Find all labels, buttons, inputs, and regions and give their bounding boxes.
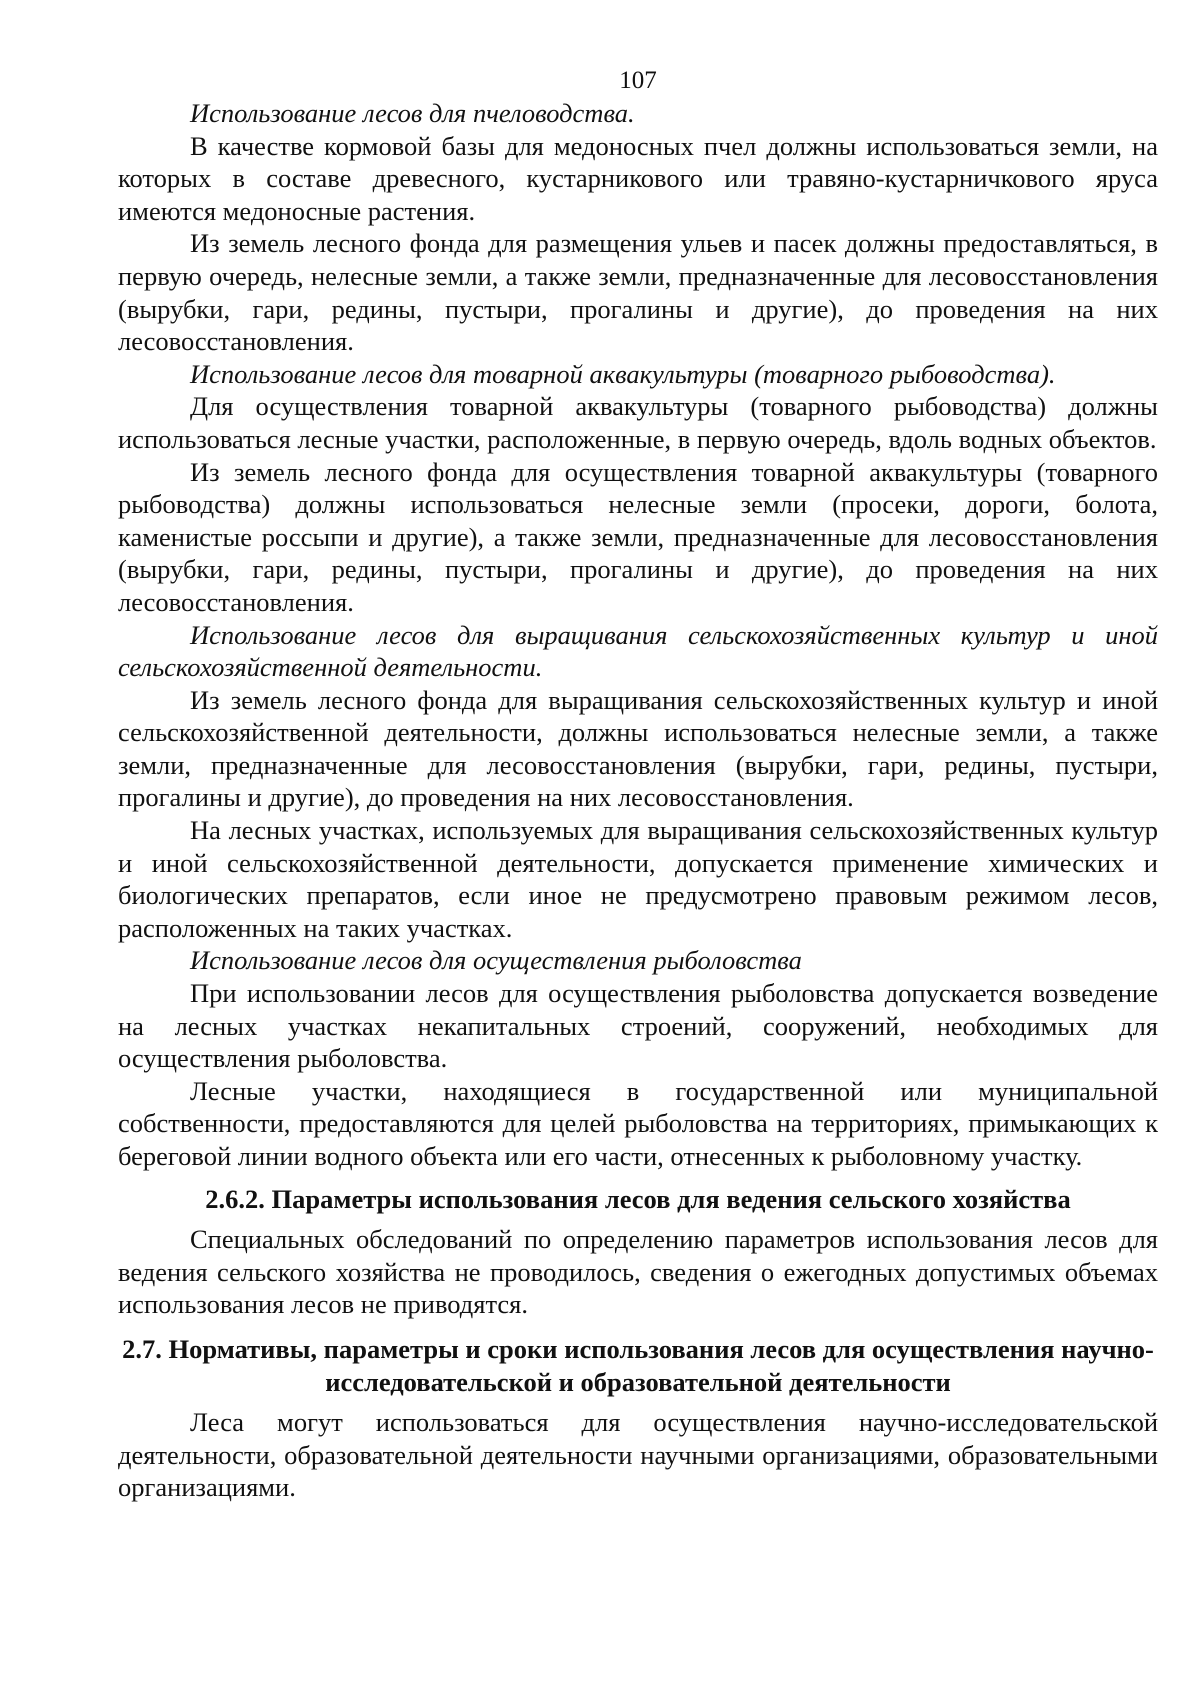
- paragraph-fishing-plots: Лесные участки, находящиеся в государственной или муниципальной собственности, предоставляются для целей рыболовства на территориях, примыкающих к береговой линии водного объекта или его части, отнесенных к рыболовному участку.: [118, 1075, 1158, 1171]
- subheading-agriculture: Использование лесов для выращивания сельскохозяйственных культур и иной сельскохозяйственной деятельности.: [118, 619, 1158, 683]
- paragraph-aquaculture-lands: Из земель лесного фонда для осуществления товарной аквакультуры (товарного рыбоводства) должны использоваться нелесные земли (просеки, дороги, болота, каменистые россыпи и другие), а также земли, предназначенные для лесовосстановления (вырубки, гари, редины, пустыри, прогалины и другие), до проведения на них лесовосстановления.: [118, 456, 1158, 617]
- paragraph-agriculture-chemicals: На лесных участках, используемых для выращивания сельскохозяйственных культур и иной сельскохозяйственной деятельности, допускается применение химических и биологических препаратов, если иное не предусмотрено правовым режимом лесов, расположенных на таких участках.: [118, 815, 1158, 943]
- section-heading-2-6-2: 2.6.2. Параметры использования лесов для ведения сельского хозяйства: [205, 1183, 1071, 1214]
- subheading-aquaculture: Использование лесов для товарной аквакультуры (товарного рыбоводства).: [190, 358, 1056, 389]
- paragraph-hive-placement: Из земель лесного фонда для размещения ульев и пасек должны предоставляться, в первую очередь, нелесные земли, а также земли, предназначенные для лесовосстановления (вырубки, гари, редины, пустыри, прогалины и другие), до проведения на них лесовосстановления.: [118, 228, 1158, 357]
- paragraph-research-education: Леса могут использоваться для осуществления научно-исследовательской деятельности, образовательной деятельности научными организациями, образовательными организациями.: [118, 1407, 1158, 1503]
- subheading-beekeeping: Использование лесов для пчеловодства.: [190, 98, 635, 128]
- page-number: 107: [619, 67, 657, 94]
- paragraph-agriculture-lands: Из земель лесного фонда для выращивания сельскохозяйственных культур и иной сельскохозяйственной деятельности, должны использоваться нелесные земли, а также земли, предназначенные для лесовосстановления (вырубки, гари, редины, пустыри, прогалины и другие), до проведения на них лесовосстановления.: [118, 684, 1158, 813]
- paragraph-honey-plants: В качестве кормовой базы для медоносных пчел должны использоваться земли, на которых в составе древесного, кустарникового или травяно-кустарничкового яруса имеются медоносные растения.: [118, 130, 1158, 226]
- paragraph-agriculture-parameters: Специальных обследований по определению параметров использования лесов для ведения сельского хозяйства не проводилось, сведения о ежегодных допустимых объемах использования лесов не приводятся.: [118, 1224, 1158, 1320]
- section-heading-2-7: 2.7. Нормативы, параметры и сроки использования лесов для осуществления научно-исследовательской и образовательной деятельности: [122, 1333, 1154, 1397]
- subheading-fishing: Использование лесов для осуществления рыболовства: [190, 945, 802, 976]
- document-page: [118, 66, 1158, 1504]
- paragraph-aquaculture-sites: Для осуществления товарной аквакультуры (товарного рыбоводства) должны использоваться лесные участки, расположенные, в первую очередь, вдоль водных объектов.: [118, 391, 1158, 454]
- paragraph-fishing-structures: При использовании лесов для осуществления рыболовства допускается возведение на лесных участках некапитальных строений, сооружений, необходимых для осуществления рыболовства.: [118, 978, 1158, 1074]
